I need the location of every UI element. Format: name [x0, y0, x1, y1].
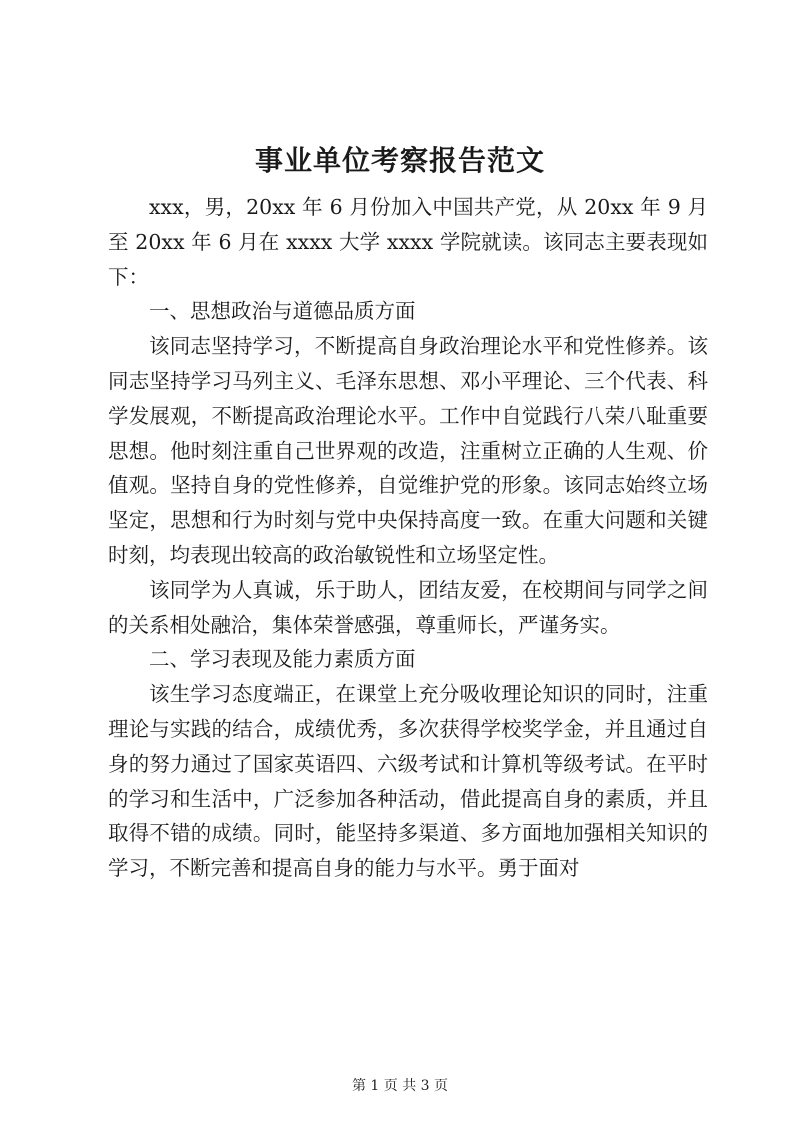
intro-paragraph: xxx，男，20xx 年 6 月份加入中国共产党，从 20xx 年 9 月至 20xx 年 6 月在 xxxx 大学 xxxx 学院就读。该同志主要表现如下：	[108, 195, 708, 289]
body-paragraph: 该生学习态度端正，在课堂上充分吸收理论知识的同时，注重理论与实践的结合，成绩优秀，多次获得学校奖学金，并且通过自身的努力通过了国家英语四、六级考试和计算机等级考试。在平时的学习和生活中，广泛参加各种活动，借此提高自身的素质，并且取得不错的成绩。同时，能坚持多渠道、多方面地加强相关知识的学习，不断完善和提高自身的能力与水平。勇于面对	[108, 682, 708, 881]
section-heading-study: 二、学习表现及能力素质方面	[149, 647, 416, 672]
document-title: 事业单位考察报告范文	[254, 144, 545, 177]
document-body	[108, 190, 708, 886]
body-paragraph: 该同学为人真诚，乐于助人，团结友爱，在校期间与同学之间的关系相处融洽，集体荣誉感强，尊重师长，严谨务实。	[108, 577, 708, 637]
body-paragraph: 该同志坚持学习，不断提高自身政治理论水平和党性修养。该同志坚持学习马列主义、毛泽东思想、邓小平理论、三个代表、科学发展观，不断提高政治理论水平。工作中自觉践行八荣八耻重要思想。他时刻注重自己世界观的改造，注重树立正确的人生观、价值观。坚持自身的党性修养，自觉维护党的形象。该同志始终立场坚定，思想和行为时刻与党中央保持高度一致。在重大问题和关键时刻，均表现出较高的政治敏锐性和立场坚定性。	[108, 334, 708, 567]
section-heading-political: 一、思想政治与道德品质方面	[149, 299, 416, 324]
page-number-footer: 第 1 页 共 3 页	[351, 1078, 449, 1094]
